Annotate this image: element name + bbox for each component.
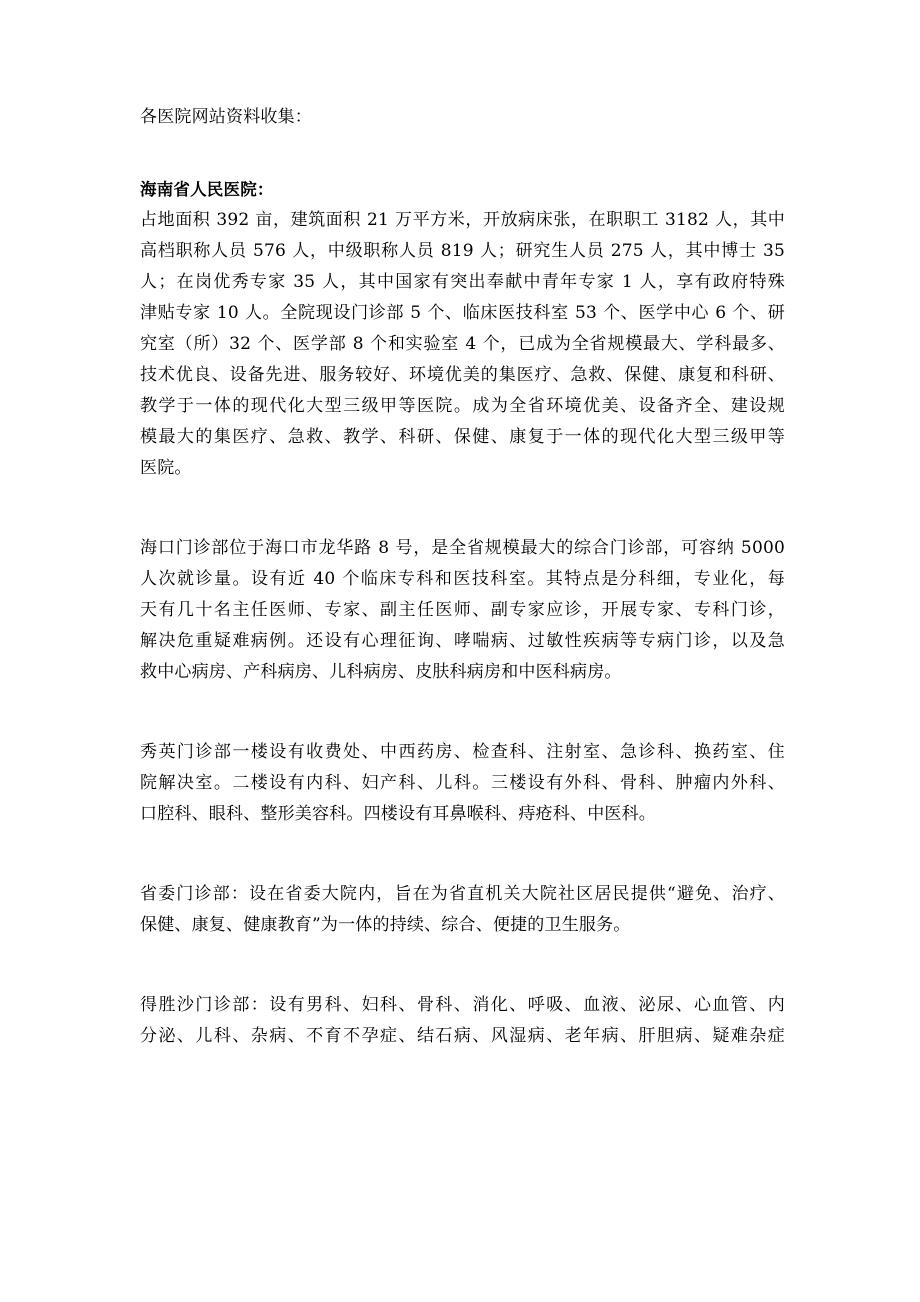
blank-line [140, 164, 785, 174]
paragraph-line: 究室（所）32 个、医学部 8 个和实验室 4 个，已成为全省规模最大、学科最多、 [140, 334, 785, 354]
paragraph-line: 院解决室。二楼设有内科、妇产科、儿科。三楼设有外科、骨科、肿瘤内外科、 [140, 773, 785, 793]
document-title: 各医院网站资料收集： [140, 107, 312, 127]
document-page [140, 102, 785, 1052]
paragraph-line: 海口门诊部位于海口市龙华路 8 号，是全省规模最大的综合门诊部，可容纳 5000 [140, 538, 785, 558]
paragraph-line: 救中心病房、产科病房、儿科病房、皮肤科病房和中医科病房。 [140, 662, 622, 682]
paragraph-line: 秀英门诊部一楼设有收费处、中西药房、检查科、注射室、急诊科、换药室、住 [140, 742, 785, 762]
paragraph-line: 津贴专家 10 人。全院现设门诊部 5 个、临床医技科室 53 个、医学中心 6 个、研 [140, 303, 785, 323]
section-heading: 海南省人民医院： [140, 180, 274, 199]
blank-line [140, 830, 785, 879]
paragraph-line: 医院。 [140, 458, 192, 478]
paragraph-line: 模最大的集医疗、急救、教学、科研、保健、康复于一体的现代化大型三级甲等 [140, 427, 785, 447]
paragraph-3 [140, 737, 785, 830]
paragraph-line: 高档职称人员 576 人，中级职称人员 819 人；研究生人员 275 人，其中博士 35 [140, 241, 785, 261]
blank-line [140, 688, 785, 737]
paragraph-line: 省委门诊部：设在省委大院内，旨在为省直机关大院社区居民提供“避免、治疗、 [140, 884, 785, 904]
blank-line [140, 133, 785, 164]
blank-line [140, 941, 785, 990]
paragraph-line: 解决危重疑难病例。还设有心理征询、哮喘病、过敏性疾病等专病门诊，以及急 [140, 631, 785, 651]
paragraph-5 [140, 990, 785, 1052]
paragraph-4 [140, 879, 785, 941]
paragraph-2 [140, 533, 785, 688]
paragraph-line: 教学于一体的现代化大型三级甲等医院。成为全省环境优美、设备齐全、建设规 [140, 396, 785, 416]
paragraph-line: 口腔科、眼科、整形美容科。四楼设有耳鼻喉科、痔疮科、中医科。 [140, 804, 656, 824]
paragraph-1 [140, 205, 785, 484]
blank-line [140, 484, 785, 533]
paragraph-line: 技术优良、设备先进、服务较好、环境优美的集医疗、急救、保健、康复和科研、 [140, 365, 785, 385]
paragraph-line: 天有几十名主任医师、专家、副主任医师、副专家应诊，开展专家、专科门诊， [140, 600, 785, 620]
paragraph-line: 人次就诊量。设有近 40 个临床专科和医技科室。其特点是分科细，专业化，每 [140, 569, 785, 589]
paragraph-line: 人；在岗优秀专家 35 人，其中国家有突出奉献中青年专家 1 人，享有政府特殊 [140, 272, 785, 292]
paragraph-line: 保健、康复、健康教育”为一体的持续、综合、便捷的卫生服务。 [140, 915, 631, 935]
paragraph-line: 占地面积 392 亩，建筑面积 21 万平方米，开放病床张，在职职工 3182 人，其中 [140, 210, 785, 230]
paragraph-line: 得胜沙门诊部：设有男科、妇科、骨科、消化、呼吸、血液、泌尿、心血管、内 [140, 995, 785, 1015]
paragraph-line: 分泌、儿科、杂病、不育不孕症、结石病、风湿病、老年病、肝胆病、疑难杂症 [140, 1026, 785, 1046]
